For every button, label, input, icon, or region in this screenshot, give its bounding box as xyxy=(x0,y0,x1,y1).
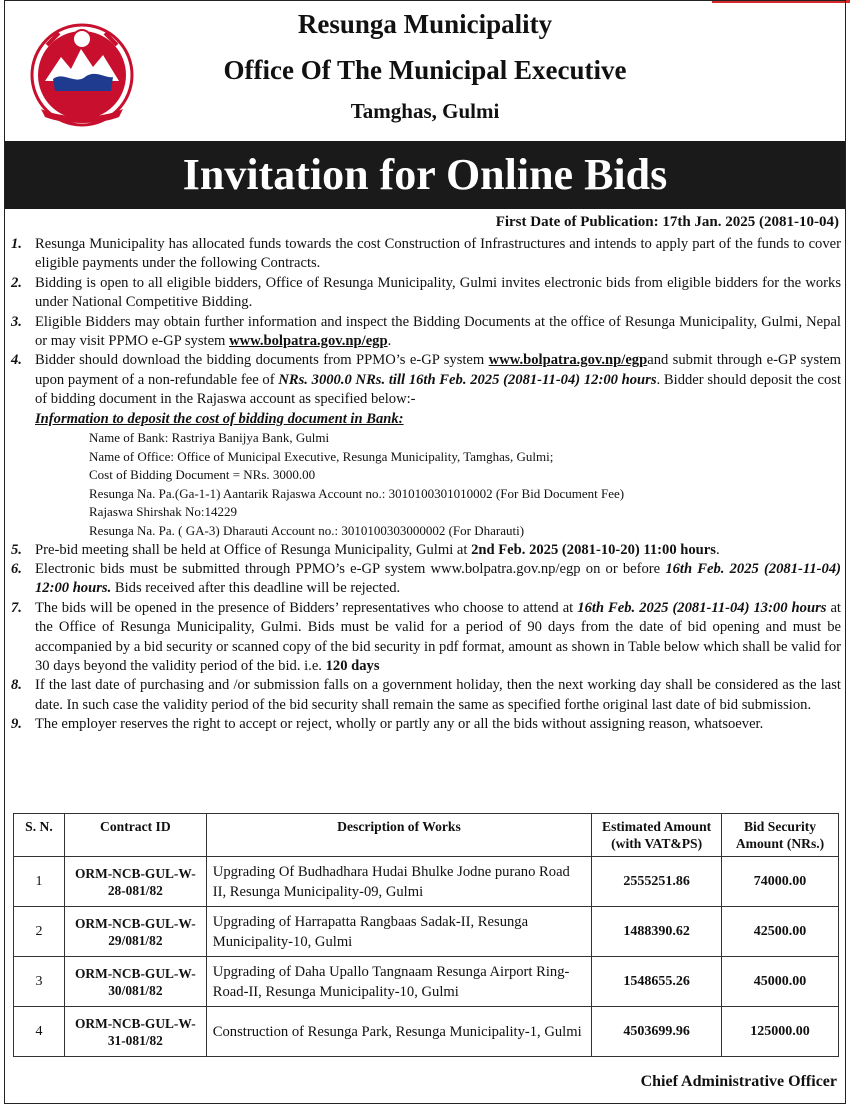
municipality-title: Resunga Municipality xyxy=(297,9,553,39)
clause-text-end: . xyxy=(387,333,392,350)
clause-5 xyxy=(5,541,845,560)
clause-text-end: . Bidder should deposit the cost of bidding document in the Rajaswa account as specified below:- xyxy=(35,371,841,408)
bank-info-heading: Information to deposit the cost of bidding document in Bank: xyxy=(35,410,404,427)
header-sn: S. N. xyxy=(14,814,65,857)
publication-date: First Date of Publication: 17th Jan. 2025 (2081-10-04) xyxy=(495,214,839,230)
clause-text-end: . xyxy=(715,541,720,558)
header-contract-id: Contract ID xyxy=(64,814,206,857)
table-row xyxy=(14,1007,839,1057)
cell-description: Upgrading of Daha Upallo Tangnaam Resunga Airport Ring-Road-II, Resunga Municipality-10, Gulmi xyxy=(206,957,591,1007)
clause-number: 8. xyxy=(11,677,22,694)
cell-description: Upgrading Of Budhadhara Hudai Bhulke Jodne purano Road II, Resunga Municipality-09, Gulmi xyxy=(206,857,591,907)
cell-amount: 4503699.96 xyxy=(592,1007,722,1057)
clause-number: 4. xyxy=(11,352,22,369)
cell-sn: 4 xyxy=(14,1007,65,1057)
cell-contract-id: ORM-NCB-GUL-W-31-081/82 xyxy=(64,1007,206,1057)
header xyxy=(5,1,845,141)
clause-text: Eligible Bidders may obtain further information and inspect the Bidding Documents at the office of Resunga Municipality, Gulmi, Nepal or may visit PPMO e-GP system xyxy=(35,313,841,350)
clause-text-mid: and submit through e-GP system upon payment of a non-refundable fee of xyxy=(35,352,842,388)
clause-3 xyxy=(5,313,845,352)
clause-text: The bids will be opened in the presence of Bidders’ representatives who choose to attend at xyxy=(35,599,578,616)
table-header-row xyxy=(14,814,839,857)
clause-text: Pre-bid meeting shall be held at Office of Resunga Municipality, Gulmi at xyxy=(35,541,472,558)
cell-security: 74000.00 xyxy=(722,857,839,907)
fee-deadline: NRs. 3000.0 NRs. till 16th Feb. 2025 (2081-11-04) 12:00 hours xyxy=(278,371,657,388)
cell-security: 125000.00 xyxy=(722,1007,839,1057)
clause-7 xyxy=(5,599,845,677)
clause-text: Bidding is open to all eligible bidders, Office of Resunga Municipality, Gulmi invites electronic bids from eligible bidders for the works under National Competitive Bidding. xyxy=(35,274,841,311)
notice-page xyxy=(4,0,846,1104)
bank-line: Name of Bank: Rastriya Banijya Bank, Gulmi xyxy=(89,430,330,446)
clause-number: 1. xyxy=(11,236,22,252)
clause-number: 5. xyxy=(11,541,22,558)
table-row xyxy=(14,857,839,907)
cell-amount: 2555251.86 xyxy=(592,857,722,907)
cell-contract-id: ORM-NCB-GUL-W-28-081/82 xyxy=(64,857,206,907)
cell-sn: 2 xyxy=(14,907,65,957)
table-row xyxy=(14,957,839,1007)
clause-1 xyxy=(5,235,845,274)
clause-number: 7. xyxy=(11,599,22,616)
validity-days: 120 days xyxy=(325,658,380,675)
clause-2 xyxy=(5,274,845,313)
opening-datetime: 16th Feb. 2025 (2081-11-04) 13:00 hours xyxy=(577,599,827,616)
clause-number: 3. xyxy=(11,313,22,330)
bank-line: Rajaswa Shirshak No:14229 xyxy=(89,504,238,520)
clause-9 xyxy=(5,715,845,734)
cell-contract-id: ORM-NCB-GUL-W-29/081/82 xyxy=(64,907,206,957)
cell-contract-id: ORM-NCB-GUL-W-30/081/82 xyxy=(64,957,206,1007)
prebid-datetime: 2nd Feb. 2025 (2081-10-20) 11:00 hours xyxy=(471,541,716,558)
cell-description: Upgrading of Harrapatta Rangbaas Sadak-II, Resunga Municipality-10, Gulmi xyxy=(206,907,591,957)
egp-link[interactable]: www.bolpatra.gov.np/egp xyxy=(229,333,388,350)
cell-security: 45000.00 xyxy=(722,957,839,1007)
office-title: Office Of The Municipal Executive xyxy=(223,55,627,85)
clause-text: Resunga Municipality has allocated funds towards the cost Construction of Infrastructures and intends to apply part of the funds to cover eligible payments under the following Contracts. xyxy=(35,236,841,272)
bank-line: Resunga Na. Pa.(Ga-1-1) Aantarik Rajaswa Account no.: 3010100301010002 (For Bid Document Fee) xyxy=(89,485,625,501)
cell-security: 42500.00 xyxy=(722,907,839,957)
cell-amount: 1548655.26 xyxy=(592,957,722,1007)
clause-text: The employer reserves the right to accept or reject, wholly or partly any or all the bids without assigning reason, whatsoever. xyxy=(35,716,764,733)
header-description: Description of Works xyxy=(206,814,591,857)
clause-text-end: Bids received after this deadline will be rejected. xyxy=(111,580,401,597)
cell-amount: 1488390.62 xyxy=(592,907,722,957)
clause-6 xyxy=(5,560,845,599)
bank-line: Name of Office: Office of Municipal Executive, Resunga Municipality, Tamghas, Gulmi; xyxy=(89,448,554,464)
bank-line: Cost of Bidding Document = NRs. 3000.00 xyxy=(89,467,316,483)
egp-link[interactable]: www.bolpatra.gov.np/egp xyxy=(488,352,648,369)
clause-number: 9. xyxy=(11,716,22,733)
table-row xyxy=(14,907,839,957)
notice-banner: Invitation for Online Bids xyxy=(5,141,845,209)
clause-number: 2. xyxy=(11,274,22,291)
signatory-title: Chief Administrative Officer xyxy=(640,1073,837,1090)
contracts-table xyxy=(13,813,839,1057)
clause-number: 6. xyxy=(11,561,22,578)
bank-line: Resunga Na. Pa. ( GA-3) Dharauti Account no.: 3010100303000002 (For Dharauti) xyxy=(89,523,525,539)
clause-8 xyxy=(5,676,845,715)
cell-sn: 3 xyxy=(14,957,65,1007)
header-estimated-amount: Estimated Amount (with VAT&PS) xyxy=(592,814,722,857)
clause-4 xyxy=(5,351,845,409)
cell-description: Construction of Resunga Park, Resunga Municipality-1, Gulmi xyxy=(206,1007,591,1057)
clause-text-mid: at the Office of Resunga Municipality, Gulmi. Bids must be valid for a period of 90 days from the date of bid opening and must be accompanied by a bid security or scanned copy of the bid security in pdf format, amount as shown in Table below which shall be valid for 30 days beyond the validity period of the bid. i.e. xyxy=(35,599,842,675)
location-title: Tamghas, Gulmi xyxy=(350,99,500,123)
clause-text: If the last date of purchasing and /or submission falls on a government holiday, then the next working day shall be considered as the last date. In such case the validity period of the bid security shall remain the same as specified forthe original last date of bid submission. xyxy=(35,677,841,713)
cell-sn: 1 xyxy=(14,857,65,907)
submission-deadline: 16th Feb. 2025 (2081-11-04) 12:00 hours. xyxy=(35,561,841,597)
notice-body xyxy=(5,235,845,735)
clause-text: Bidder should download the bidding documents from PPMO’s e-GP system xyxy=(35,352,489,369)
header-bid-security: Bid Security Amount (NRs.) xyxy=(722,814,839,857)
bank-info-list xyxy=(5,429,845,541)
clause-text: Electronic bids must be submitted through PPMO’s e-GP system www.bolpatra.gov.np/egp on or before xyxy=(35,561,666,578)
